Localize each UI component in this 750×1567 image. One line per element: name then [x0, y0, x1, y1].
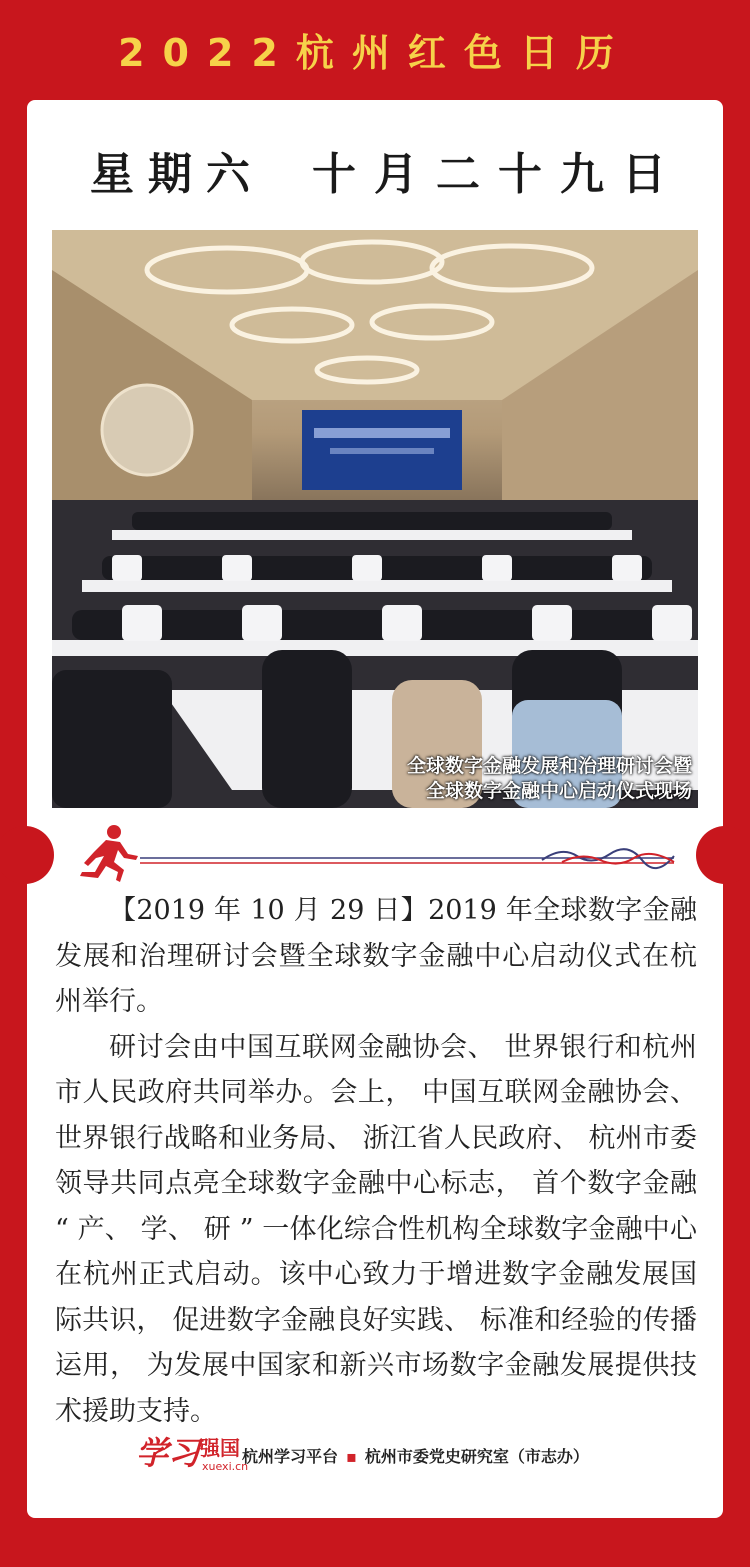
- xuexi-logo-script: 学习: [136, 1434, 201, 1472]
- date-label: 十月二十九日: [312, 149, 684, 200]
- xuexi-logo-url: xuexi.cn: [202, 1460, 249, 1473]
- platform-name: 杭州学习平台: [242, 1447, 339, 1466]
- event-photo: [52, 230, 698, 808]
- calendar-banner-title: 2022杭州红色日历: [118, 31, 632, 75]
- ticket-notch-right: [696, 826, 750, 884]
- date-heading: [0, 128, 750, 200]
- footer-credits: [242, 1444, 589, 1467]
- runner-icon: [80, 825, 138, 882]
- footer-branding: [130, 1428, 690, 1488]
- separator-icon: ▪: [346, 1447, 357, 1466]
- runner-divider: [62, 816, 702, 892]
- caption-line-2: 全球数字金融中心启动仪式现场: [425, 780, 692, 802]
- article-paragraph-2: 研讨会由中国互联网金融协会、 世界银行和杭州市人民政府共同举办。会上， 中国互联网金融协会、 世界银行战略和业务局、 浙江省人民政府、 杭州市委领导共同点亮全球数字金融中心标志， 首个数字金融 “ 产、 学、 研 ” 一体化综合性机构全球数字金融中心在杭州正式启动。该中心致力于增进数字金融发展国际共识， 促进数字金融良好实践、 标准和经验的传播运用， 为发展中国家和新兴市场数字金融发展提供技术援助支持。: [55, 1031, 697, 1427]
- office-name: 杭州市委党史研究室（市志办）: [364, 1447, 589, 1466]
- article-paragraph-1: 【2019 年 10 月 29 日】2019 年全球数字金融发展和治理研讨会暨全球数字金融中心启动仪式在杭州举行。: [55, 895, 697, 1017]
- weekday-label: 星期六: [90, 149, 264, 200]
- conference-hall-illustration: [52, 230, 698, 808]
- article-body: [55, 888, 697, 1434]
- caption-line-1: 全球数字金融发展和治理研讨会暨: [406, 755, 692, 777]
- photo-caption: [407, 754, 692, 804]
- xuexi-logo-name: 强国: [200, 1436, 240, 1460]
